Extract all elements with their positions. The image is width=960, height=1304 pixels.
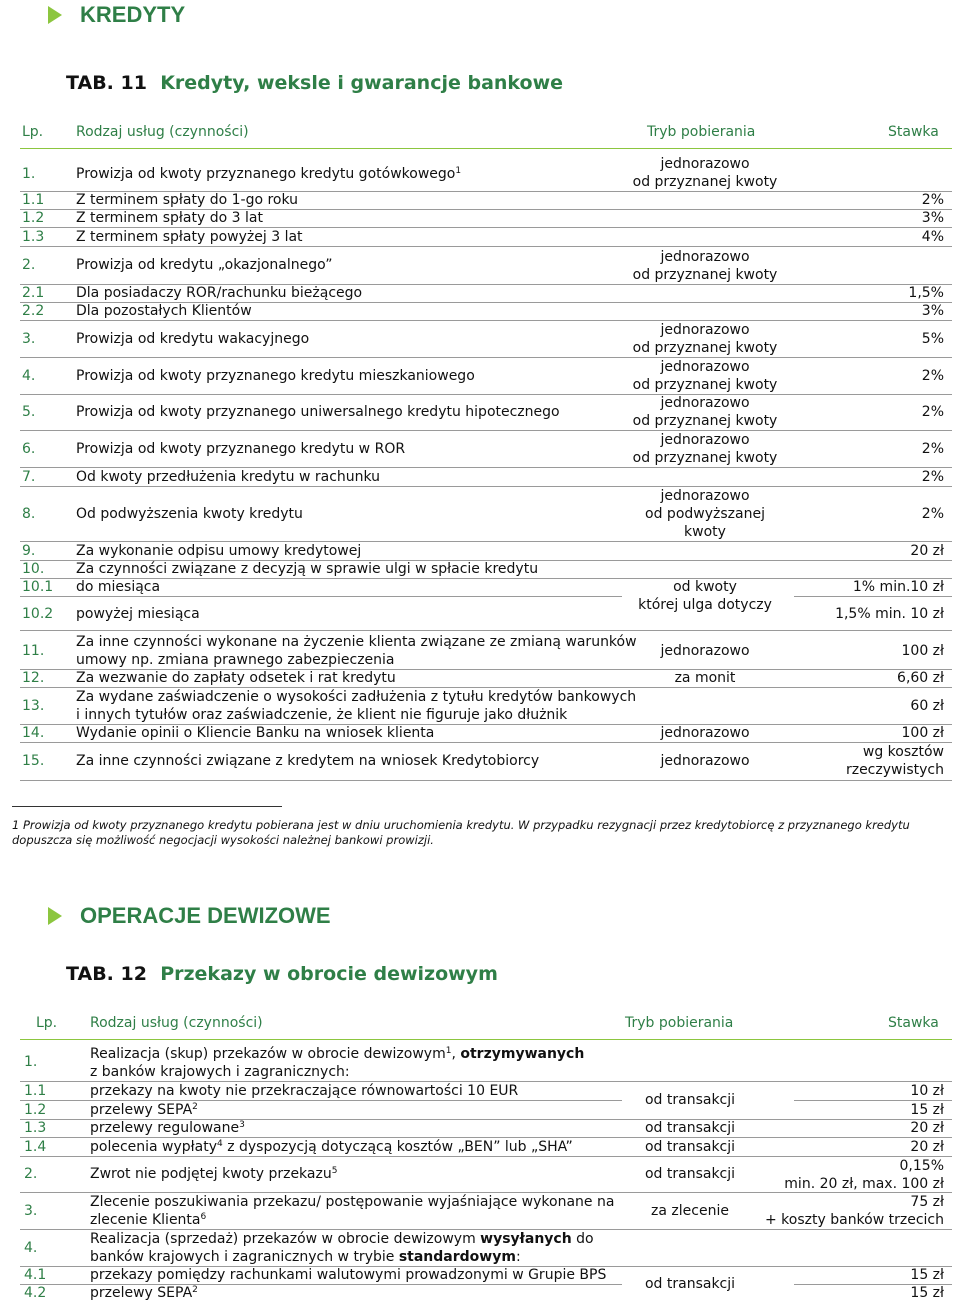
- stawka-line: + koszty banków trzecich: [765, 1212, 944, 1228]
- row-lp: 2.2: [22, 303, 45, 319]
- section-title-kredyty: KREDYTY: [80, 2, 186, 27]
- stawka-line: 0,15%: [899, 1158, 944, 1174]
- row-name: do miesiąca: [76, 579, 161, 595]
- row-tryb: od transakcji: [644, 1166, 736, 1182]
- row-divider: [20, 630, 952, 631]
- row-lp: 5.: [22, 404, 36, 420]
- row-stawka: 10 zł: [910, 1083, 944, 1099]
- row-divider: [20, 357, 952, 358]
- row-lp: 6.: [22, 441, 36, 457]
- stawka-line: 75 zł: [910, 1194, 944, 1210]
- row-tryb: jednorazowo: [660, 725, 750, 741]
- row-tryb: [630, 431, 780, 467]
- table-number: TAB. 12: [66, 963, 147, 985]
- row-stawka: [800, 743, 944, 779]
- row-tryb: [630, 321, 780, 357]
- row-name: [90, 1119, 245, 1137]
- tryb-line: od przyznanej kwoty: [632, 450, 778, 466]
- stawka-line: min. 20 zł, max. 100 zł: [784, 1176, 944, 1192]
- header-divider: [20, 1039, 952, 1040]
- row-name: [90, 1045, 584, 1081]
- row-stawka: 4%: [921, 229, 944, 245]
- tryb-line: której ulga dotyczy: [638, 597, 772, 613]
- name-text: Realizacja (sprzedaż) przekazów w obrocie dewizowym: [90, 1231, 481, 1247]
- row-name: Prowizja od kredytu wakacyjnego: [76, 331, 310, 347]
- col-header-lp: Lp.: [22, 124, 44, 140]
- row-lp: 4.: [24, 1240, 38, 1256]
- row-lp: 1.4: [24, 1139, 47, 1155]
- row-lp: 8.: [22, 506, 36, 522]
- row-name: Za inne czynności związane z kredytem na wniosek Kredytobiorcy: [76, 753, 540, 769]
- table-title: [66, 963, 498, 985]
- row-stawka: 2%: [921, 469, 944, 485]
- footnote-separator: [12, 806, 282, 807]
- footnote-line: dopuszcza się możliwość negocjacji wysokości należnej bankowi prowizji.: [12, 833, 434, 847]
- row-name: przekazy pomiędzy rachunkami walutowymi prowadzonymi w Grupie BPS: [90, 1267, 607, 1283]
- tryb-line: jednorazowo: [660, 359, 750, 375]
- row-tryb: od transakcji: [644, 1276, 736, 1292]
- row-name: Prowizja od kwoty przyznanego kredytu mieszkaniowego: [76, 368, 475, 384]
- row-lp: 4.: [22, 368, 36, 384]
- tryb-line: od przyznanej kwoty: [632, 267, 778, 283]
- name-line: [90, 1230, 594, 1248]
- row-name-text: Prowizja od kwoty przyznanego kredytu gotówkowego: [76, 166, 456, 182]
- row-tryb: za zlecenie: [651, 1203, 729, 1219]
- tryb-line: jednorazowo: [660, 156, 750, 172]
- row-stawka: 2%: [921, 404, 944, 420]
- row-divider: [20, 486, 952, 487]
- footnote-ref: 1: [445, 1046, 452, 1056]
- tryb-line: kwoty: [684, 524, 726, 540]
- footnote-line: 1 Prowizja od kwoty przyznanego kredytu pobierana jest w dniu uruchomienia kredytu. W przypadku rezygnacji przez kredytobiorcę z przyznanego kredytu: [12, 818, 910, 832]
- row-divider: [20, 430, 952, 431]
- row-name: [76, 688, 636, 724]
- row-stawka: 2%: [921, 192, 944, 208]
- row-lp: 10.2: [22, 606, 54, 622]
- row-stawka: 60 zł: [910, 698, 944, 714]
- row-tryb: od transakcji: [644, 1139, 736, 1155]
- row-lp: 4.1: [24, 1267, 47, 1283]
- row-lp: 13.: [22, 698, 45, 714]
- row-name: Od kwoty przedłużenia kredytu w rachunku: [76, 469, 381, 485]
- row-stawka: 6,60 zł: [897, 670, 944, 686]
- col-header-rodzaj: Rodzaj usług (czynności): [90, 1015, 263, 1031]
- row-lp: 12.: [22, 670, 45, 686]
- name-bold: otrzymywanych: [460, 1046, 585, 1062]
- tryb-line: od przyznanej kwoty: [632, 413, 778, 429]
- row-lp: 1.1: [24, 1083, 47, 1099]
- row-lp: 3.: [22, 331, 36, 347]
- row-name: [90, 1230, 594, 1266]
- row-stawka: 1,5% min. 10 zł: [835, 606, 944, 622]
- row-divider: [794, 596, 952, 597]
- row-lp: 9.: [22, 543, 36, 559]
- row-name: Za czynności związane z decyzją w sprawie ulgi w spłacie kredytu: [76, 561, 539, 577]
- name-line: [90, 1248, 594, 1266]
- stawka-line: rzeczywistych: [845, 762, 944, 778]
- row-stawka: [780, 1157, 944, 1193]
- row-name: Za wezwanie do zapłaty odsetek i rat kredytu: [76, 670, 396, 686]
- tryb-line: jednorazowo: [660, 322, 750, 338]
- name-line: z banków krajowych i zagranicznych:: [90, 1064, 350, 1080]
- row-divider: [20, 246, 952, 247]
- tryb-line: od kwoty: [673, 579, 737, 595]
- row-stawka: 15 zł: [910, 1267, 944, 1283]
- tryb-line: od przyznanej kwoty: [632, 340, 778, 356]
- tryb-line: jednorazowo: [660, 395, 750, 411]
- name-text: Zwrot nie podjętej kwoty przekazu: [90, 1166, 332, 1182]
- row-lp: 3.: [24, 1203, 38, 1219]
- row-name: Z terminem spłaty do 3 lat: [76, 210, 263, 226]
- row-name: [76, 165, 461, 183]
- row-name: Prowizja od kwoty przyznanego kredytu w ROR: [76, 441, 406, 457]
- row-tryb: jednorazowo: [660, 643, 750, 659]
- row-lp: 10.1: [22, 579, 54, 595]
- footnote-ref: 5: [331, 1166, 338, 1176]
- row-tryb: [630, 248, 780, 284]
- col-header-stawka: Stawka: [888, 1015, 939, 1031]
- row-stawka: [760, 1193, 944, 1229]
- row-lp: 11.: [22, 643, 45, 659]
- name-line: i innych tytułów oraz zaświadczenie, że klient nie figuruje jako dłużnik: [76, 707, 568, 723]
- name-text: :: [515, 1249, 521, 1265]
- name-text: ,: [451, 1046, 461, 1062]
- name-text: zlecenie Klienta: [90, 1212, 201, 1228]
- row-stawka: 5%: [921, 331, 944, 347]
- row-stawka: 3%: [921, 303, 944, 319]
- row-name: [90, 1101, 198, 1119]
- footnote-ref: 6: [200, 1212, 207, 1222]
- footnote-ref: 2: [192, 1285, 198, 1295]
- col-header-tryb: Tryb pobierania: [647, 124, 756, 140]
- row-name: Od podwyższenia kwoty kredytu: [76, 506, 303, 522]
- row-name: [90, 1193, 614, 1229]
- row-name: Dla pozostałych Klientów: [76, 303, 252, 319]
- section-arrow-icon: [48, 907, 62, 925]
- tryb-line: od przyznanej kwoty: [632, 174, 778, 190]
- table-title: [66, 72, 563, 94]
- row-name: Z terminem spłaty do 1-go roku: [76, 192, 299, 208]
- row-stawka: 20 zł: [910, 1120, 944, 1136]
- row-tryb: od transakcji: [644, 1120, 736, 1136]
- name-text: banków krajowych i zagranicznych w trybie: [90, 1249, 399, 1265]
- row-tryb: od transakcji: [644, 1092, 736, 1108]
- table-title-text: Kredyty, weksle i gwarancje bankowe: [160, 72, 564, 94]
- row-lp: 1.2: [22, 210, 45, 226]
- header-divider: [20, 148, 952, 149]
- name-text: przelewy SEPA: [90, 1285, 193, 1301]
- name-line: umowy np. zmiana prawnego zabezpieczenia: [76, 652, 395, 668]
- footnote-ref: 3: [239, 1120, 245, 1130]
- row-tryb: [630, 155, 780, 191]
- name-line: Za wydane zaświadczenie o wysokości zadłużenia z tytułu kredytów bankowych: [76, 689, 637, 705]
- row-lp: 2.1: [22, 285, 45, 301]
- name-bold: wysyłanych: [480, 1231, 572, 1247]
- name-text: przelewy regulowane: [90, 1120, 240, 1136]
- name-line: Za inne czynności wykonane na życzenie klienta związane ze zmianą warunków: [76, 634, 637, 650]
- row-stawka: 2%: [921, 441, 944, 457]
- row-stawka: 2%: [921, 368, 944, 384]
- row-divider: [20, 780, 952, 781]
- row-lp: 1.: [24, 1054, 38, 1070]
- row-stawka: 100 zł: [901, 725, 944, 741]
- table-number: TAB. 11: [66, 72, 147, 94]
- row-name: Za wykonanie odpisu umowy kredytowej: [76, 543, 362, 559]
- row-name: Wydanie opinii o Kliencie Banku na wniosek klienta: [76, 725, 435, 741]
- tryb-line: jednorazowo: [660, 488, 750, 504]
- row-lp: 2.: [22, 257, 36, 273]
- name-line: Zlecenie poszukiwania przekazu/ postępowanie wyjaśniające wykonane na: [90, 1194, 615, 1210]
- row-lp: 1.3: [24, 1120, 47, 1136]
- tryb-line: od przyznanej kwoty: [632, 377, 778, 393]
- row-name: [90, 1138, 573, 1156]
- row-tryb: [630, 487, 780, 541]
- row-lp: 1.2: [24, 1102, 47, 1118]
- row-name: Dla posiadaczy ROR/rachunku bieżącego: [76, 285, 363, 301]
- section-title-dewizowe: OPERACJE DEWIZOWE: [80, 903, 331, 928]
- row-stawka: 20 zł: [910, 1139, 944, 1155]
- footnote: [12, 818, 910, 848]
- name-text: Realizacja (skup) przekazów w obrocie dewizowym: [90, 1046, 446, 1062]
- name-text: z dyspozycją dotyczącą kosztów „BEN” lub „SHA”: [222, 1139, 573, 1155]
- tryb-line: jednorazowo: [660, 249, 750, 265]
- row-lp: 1.3: [22, 229, 45, 245]
- name-text: polecenia wypłaty: [90, 1139, 218, 1155]
- stawka-line: wg kosztów: [862, 744, 944, 760]
- footnote-ref: 2: [192, 1102, 198, 1112]
- row-stawka: 20 zł: [910, 543, 944, 559]
- row-divider: [20, 320, 952, 321]
- row-stawka: 2%: [921, 506, 944, 522]
- row-lp: 15.: [22, 753, 45, 769]
- row-stawka: 100 zł: [901, 643, 944, 659]
- row-name: [90, 1165, 337, 1183]
- row-lp: 7.: [22, 469, 36, 485]
- row-tryb: [630, 394, 780, 430]
- footnote-ref: 1: [455, 166, 462, 176]
- row-name: przekazy na kwoty nie przekraczające równowartości 10 EUR: [90, 1083, 519, 1099]
- name-bold: standardowym: [398, 1249, 516, 1265]
- row-stawka: 3%: [921, 210, 944, 226]
- row-stawka: 1% min.10 zł: [852, 579, 944, 595]
- row-name: powyżej miesiąca: [76, 606, 200, 622]
- row-tryb: za monit: [674, 670, 736, 686]
- row-lp: 14.: [22, 725, 45, 741]
- row-lp: 4.2: [24, 1285, 47, 1301]
- row-stawka: 1,5%: [908, 285, 944, 301]
- row-divider: [20, 596, 622, 597]
- row-name: Prowizja od kredytu „okazjonalnego”: [76, 257, 333, 273]
- row-name: [90, 1284, 198, 1302]
- section-arrow-icon: [48, 6, 62, 24]
- row-tryb: jednorazowo: [660, 753, 750, 769]
- row-stawka: 15 zł: [910, 1285, 944, 1301]
- col-header-lp: Lp.: [36, 1015, 58, 1031]
- name-line: [90, 1211, 614, 1229]
- col-header-tryb: Tryb pobierania: [625, 1015, 734, 1031]
- row-lp: 2.: [24, 1166, 38, 1182]
- row-lp: 1.: [22, 166, 36, 182]
- name-line: [90, 1045, 584, 1063]
- row-lp: 10.: [22, 561, 45, 577]
- row-lp: 1.1: [22, 192, 45, 208]
- row-name: Z terminem spłaty powyżej 3 lat: [76, 229, 303, 245]
- row-name: Prowizja od kwoty przyznanego uniwersalnego kredytu hipotecznego: [76, 404, 560, 420]
- footnote-ref: 4: [217, 1139, 223, 1149]
- row-divider: [20, 394, 952, 395]
- tryb-line: jednorazowo: [660, 432, 750, 448]
- row-tryb: [630, 578, 780, 614]
- name-text: do: [571, 1231, 594, 1247]
- row-tryb: [630, 358, 780, 394]
- col-header-stawka: Stawka: [888, 124, 939, 140]
- row-name: [76, 633, 637, 669]
- name-text: przelewy SEPA: [90, 1102, 193, 1118]
- tryb-line: od podwyższanej: [645, 506, 765, 522]
- col-header-rodzaj: Rodzaj usług (czynności): [76, 124, 249, 140]
- table-title-text: Przekazy w obrocie dewizowym: [160, 963, 498, 985]
- row-stawka: 15 zł: [910, 1102, 944, 1118]
